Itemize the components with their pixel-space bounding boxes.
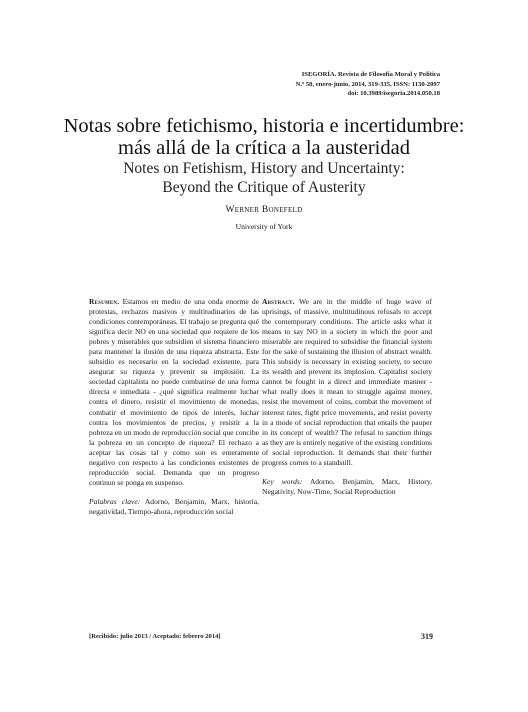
resumen-label: Resumen.: [89, 297, 120, 306]
journal-header: [220, 70, 440, 99]
journal-doi: doi: 10.3989/isegoria.2014.050.18: [347, 90, 440, 97]
english-title-line2: Beyond the Critique of Austerity: [162, 179, 366, 196]
palabras-clave-label: Palabras clave:: [89, 496, 141, 506]
palabras-clave: [89, 497, 259, 517]
author-affiliation: University of York: [235, 222, 293, 231]
english-title: [60, 159, 468, 197]
abstract-column: [262, 297, 432, 497]
journal-name: ISEGORÍA. Revista de Filosofía Moral y Política: [301, 71, 440, 78]
key-words-text: Adorno, Benjamin, Marx, History, Negativity, Now-Time, Social Reproduction: [262, 476, 432, 496]
journal-issue: N.º 50, enero-junio, 2014, 319-335, ISSN: 1130-2097: [295, 80, 440, 88]
abstract-label: Abstract.: [262, 297, 295, 306]
spanish-title-line2: más allá de la crítica a la austeridad: [118, 137, 410, 159]
key-words-label: Key words:: [262, 476, 303, 486]
received-accepted-dates: [Recibido: julio 2013 / Aceptado: febrero 2014]: [89, 633, 221, 640]
abstract-paragraph: [262, 297, 432, 468]
page-number: 319: [421, 632, 433, 641]
spanish-title: [60, 115, 468, 159]
spanish-title-line1: Notas sobre fetichismo, historia e incertidumbre:: [63, 115, 465, 137]
key-words: [262, 477, 432, 497]
palabras-clave-text: Adorno, Benjamin, Marx, historia, negatividad, Tiempo-ahora, reproducción social: [89, 496, 259, 516]
resumen-text: Estamos en medio de una onda enorme de protestas, rechazos masivos y multitudinarios de las condiciones contemporáneas. El trabajo se pregunta qué significa decir NO en una sociedad que requiere de los pobres y miserables que subsidien el sistema financiero para mantener la ilusión de una riqueza abstracta. Este subsidio es necesario en la sociedad existente, para asegurar su riqueza y prevenir su implosión. La sociedad capitalista no puede combatirse de una forma directa e inmediata - ¿qué significa realmente luchar contra el dinero, resistir el movimiento de monedas, combatir el movimiento de tipos de interés, luchar contra los movimientos de precios, y resistir a la pobreza en un modo de reproducción social que concibe la pobreza en un concepto de riqueza? El rechazo a aceptar las cosas tal y como son es enteramente negativo con respecto a las condiciones existentes de reproducción social. Demanda que un progreso continuo se ponga en suspenso.: [89, 297, 260, 487]
english-title-line1: Notes on Fetishism, History and Uncertainty:: [123, 160, 405, 177]
author-name: Werner Bonefeld: [225, 205, 303, 215]
abstract-text: We are in the middle of huge wave of uprisings, of massive, multitudinous refusals to accept the contemporary conditions. The article asks what it means to say NO in a society in which the poor and miserable are required to subsidise the financial system for the sake of sustaining the illusion of abstract wealth. This subsidy is necessary in existing society, to secure its wealth and prevent its implosion. Capitalist society cannot be fought in a direct and immediate manner - what really does it mean to struggle against money, resist the movement of coins, combat the movement of interest rates, fight price movements, and resist poverty in a mode of social reproduction that entails the pauper in its concept of wealth? The refusal to sanction things as they are is entirely negative of the existing conditions of social reproduction. It demands that their further progress comes to a standstill.: [262, 297, 432, 467]
resumen-paragraph: [89, 297, 259, 488]
resumen-column: [89, 297, 259, 517]
